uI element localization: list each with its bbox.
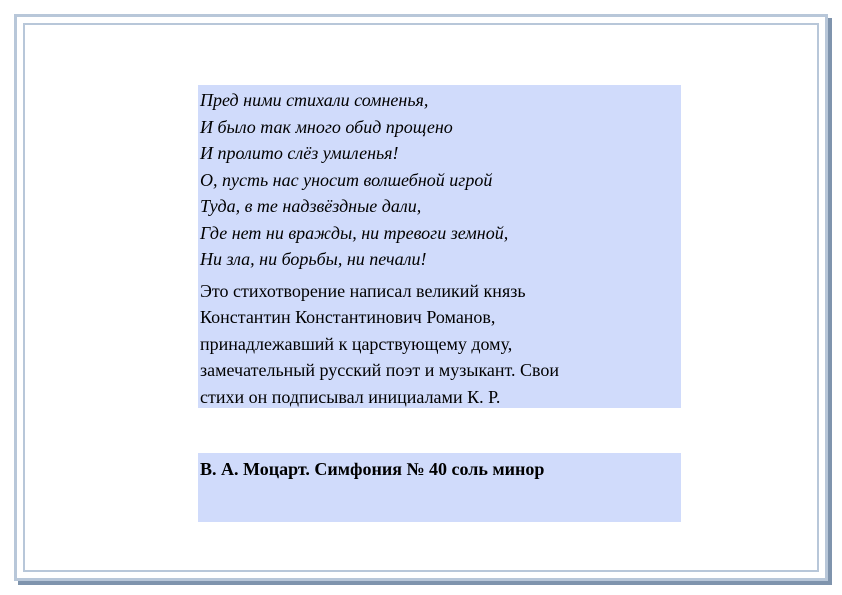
- poem-text-box: [198, 85, 681, 408]
- poem-line: Пред ними стихали сомненья,: [200, 90, 429, 110]
- poem-line: О, пусть нас уносит волшебной игрой: [200, 169, 493, 190]
- poem-line: Где нет ни вражды, ни тревоги земной,: [200, 222, 509, 243]
- poem-line: Туда, в те надзвёздные дали,: [200, 196, 422, 216]
- poem-line: И пролито слёз умиленья!: [200, 143, 399, 163]
- poem-line: И было так много обид прощено: [200, 116, 453, 137]
- music-title-box: [198, 453, 681, 522]
- about-line: принадлежавший к царствующему дому,: [200, 333, 513, 354]
- about-line: Это стихотворение написал великий князь: [200, 280, 526, 301]
- poem: [200, 87, 679, 273]
- music-title: В. А. Моцарт. Симфония № 40 соль минор: [200, 459, 545, 479]
- frame-shadow-bottom: [18, 581, 832, 585]
- poem-line: Ни зла, ни борьбы, ни печали!: [200, 249, 427, 269]
- about-line: стихи он подписывал инициалами К. Р.: [200, 386, 501, 407]
- about-line: Константин Константинович Романов,: [200, 307, 496, 327]
- about-author-paragraph: [200, 278, 679, 411]
- frame-shadow-right: [828, 18, 832, 585]
- about-line: замечательный русский поэт и музыкант. Свои: [200, 360, 560, 380]
